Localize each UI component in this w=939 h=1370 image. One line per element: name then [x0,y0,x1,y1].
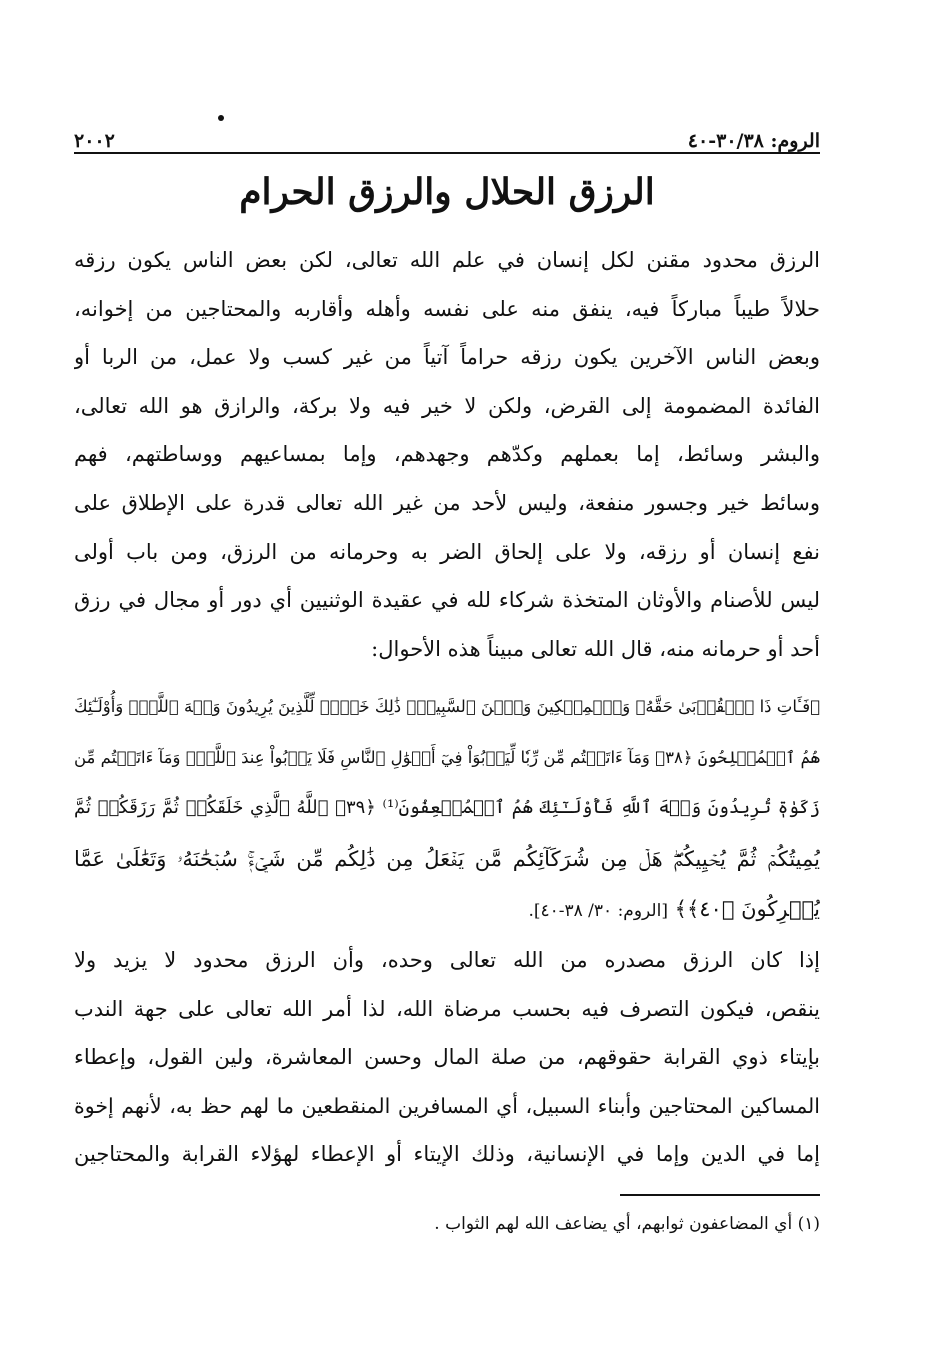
paragraph-line: الفائدة المضمومة إلى القرض، ولكن لا خير فيه ولا بركة، والرازق هو الله تعالى، [74,393,820,418]
paragraph-line: نفع إنسان أو رزقه، ولا على إلحاق الضر به وحرمانه من الرزق، ومن باب أولى [74,539,820,564]
running-title: الروم: ٣٠/٣٨-٤٠ [687,130,820,152]
header-rule [74,152,820,154]
page-number: ٢٠٠٢ [74,130,115,152]
quran-line: زَكَوٰةٖ تُرِيدُونَ وَجۡهَ ٱللَّهِ فَأُوْلَـٰٓئِكَ هُمُ ٱلۡمُضۡعِفُونَ⁽¹⁾ ﴿٣٩﴾ ٱللَّهُ ٱلَّذِي خَلَقَكُمۡ ثُمَّ رَزَقَكُمۡ ثُمَّ [74,797,820,818]
quran-line: يُمِيتُكُمۡ ثُمَّ يُحۡيِيكُمۡۖ هَلۡ مِن شُرَكَآئِكُم مَّن يَفۡعَلُ مِن ذَٰلِكُم مِّن شَيۡءٖۚ سُبۡحَٰنَهُۥ وَتَعَٰلَىٰ عَمَّا [74,846,820,871]
paragraph-line: الرزق محدود مقنن لكل إنسان في علم الله تعالى، لكن بعض الناس يكون رزقه [74,248,820,272]
paragraph-line: إما في الدين وإما في الإنسانية، وذلك الإيتاء أو الإعطاء لهؤلاء القرابة والمحتاجين [74,1142,820,1167]
quran-line: يُشۡرِكُونَ ﴿٤٠﴾﴾ [674,897,820,921]
paragraph-line: المساكين المحتاجين وأبناء السبيل، أي المسافرين المنقطعين ما لهم حظ به، لأنهم إخوة [74,1093,820,1118]
paragraph-line: حلالاً طيباً مباركاً فيه، ينفق منه على نفسه وأهله وأقاربه والمحتاجين من إخوانه، [74,296,820,321]
footnote: (١) أي المضاعفون ثوابهم، أي يضاعف الله لهم الثواب . [434,1214,820,1234]
paragraph-line: بإيتاء ذوي القرابة حقوقهم، من صلة المال وحسن المعاشرة، ولين القول، وإعطاء [74,1045,820,1070]
paragraph-line: أحد أو حرمانه منه، قال الله تعالى مبيناً هذه الأحوال: [371,636,820,661]
paragraph-line: وبعض الناس الآخرين يكون رزقه حراماً آتياً من غير كسب ولا عمل، من الربا أو [74,345,820,370]
paragraph-line: ينقص، فيكون التصرف فيه بحسب مرضاة الله، لذا أمر الله تعالى على جهة الندب [74,996,820,1021]
paragraph-1 [74,236,820,673]
paragraph-2 [74,936,820,1179]
quran-line: هُمُ ٱلۡمُفۡلِحُونَ ﴿٣٨﴾ وَمَآ ءَاتَيۡتُم مِّن رِّبٗا لِّيَرۡبُوَاْ فِيٓ أَمۡوَٰلِ ٱلنَّاسِ فَلَا يَرۡبُواْ عِندَ ٱللَّهِۖ وَمَآ ءَاتَيۡتُم مِّن [74,747,820,767]
footnote-rule [620,1194,820,1196]
quran-line: ﴿فَـَٔاتِ ذَا ٱلۡقُرۡبَىٰ حَقَّهُۥ وَٱلۡمِسۡكِينَ وَٱبۡنَ ٱلسَّبِيلِۚ ذَٰلِكَ خَيۡرٞ لِّلَّذِينَ يُرِيدُونَ وَجۡهَ ٱللَّهِۖ وَأُوْلَـٰٓئِكَ [74,697,820,716]
paragraph-line: إذا كان الرزق مصدره من الله تعالى وحده، وأن الرزق محدود لا يزيد ولا [74,948,820,972]
quran-verses [74,682,820,937]
page-header [74,112,820,152]
paragraph-line: ليس للأصنام والأوثان المتخذة شركاء لله في عقيدة الوثنيين أي دور أو مجال في رزق [74,588,820,613]
chapter-title: الرزق الحلال والرزق الحرام [239,171,655,213]
paragraph-line: والبشر وسائط، إما بعملهم وكدّهم وجهدهم، وإما بمساعيهم ووساطتهم، فهم [74,442,820,467]
paragraph-line: وسائط خير وجسور منفعة، وليس لأحد من غير الله تعالى قدرة على الإطلاق على [74,490,820,515]
quran-reference: [الروم: ٣٠/ ٣٨-٤٠]. [528,901,668,921]
quran-last-line-wrap [74,884,820,937]
ink-dot [218,115,224,121]
